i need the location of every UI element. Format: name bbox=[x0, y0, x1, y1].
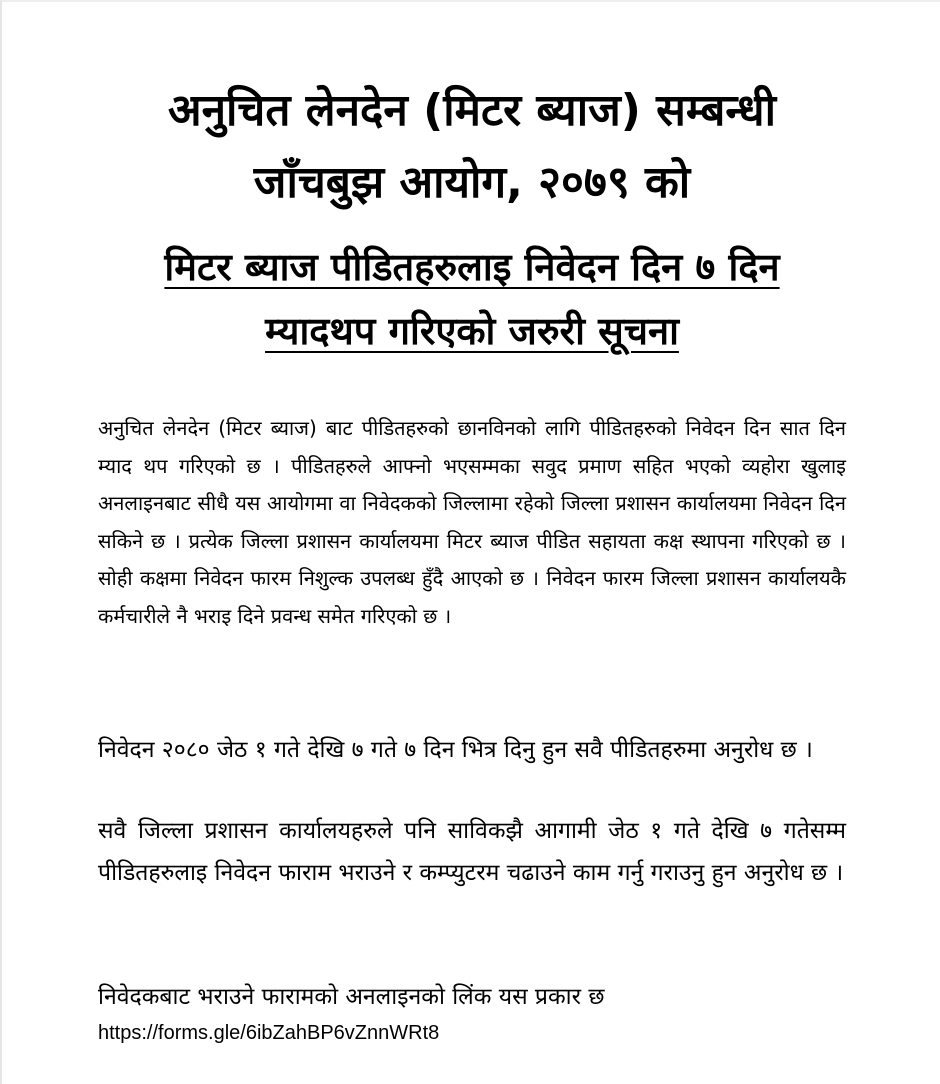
online-form-link[interactable]: https://forms.gle/6ibZahBP6vZnnWRt8 bbox=[98, 1022, 440, 1044]
notice-subtitle-line-2 bbox=[62, 310, 882, 354]
body-paragraph-3: सवै जिल्ला प्रशासन कार्यालयहरुले पनि साविकझै आगामी जेठ १ गते देखि ७ गतेसम्म पीडितहरुलाइ निवेदन फाराम भराउने र कम्प्युटरम चढाउने काम गर्नु गराउनु हुन अनुरोध छ । bbox=[98, 818, 846, 886]
notice-subtitle-line-1 bbox=[62, 246, 882, 290]
notice-title-line-1: अनुचित लेनदेन (मिटर ब्याज) सम्बन्धी bbox=[168, 85, 776, 136]
body-paragraph-1: अनुचित लेनदेन (मिटर ब्याज) बाट पीडितहरुको छानविनको लागि पीडितहरुको निवेदन दिन सात दिन म्याद थप गरिएको छ । पीडितहरुले आफ्नो भएसम्मका सवुद प्रमाण सहित भएको व्यहोरा खुलाइ अनलाइनबाट सीधै यस आयोगमा वा निवेदकको जिल्लामा रहेको जिल्ला प्रशासन कार्यालयमा निवेदन दिन सकिने छ । प्रत्येक जिल्ला प्रशासन कार्यालयमा मिटर ब्याज पीडित सहायता कक्ष स्थापना गरिएको छ । सोही कक्षमा निवेदन फारम निशुल्क उपलब्ध हुँदै आएको छ । निवेदन फारम जिल्ला प्रशासन कार्यालयकै कर्मचारीले नै भराइ दिने प्रवन्ध समेत गरिएको छ । bbox=[98, 416, 846, 628]
link-intro-text: निवेदकबाट भराउने फारामको अनलाइनको लिंक यस प्रकार छ bbox=[98, 984, 605, 1010]
subtitle-line-2-text: म्यादथप गरिएको जरुरी सूचना bbox=[265, 309, 679, 353]
subtitle-line-1-text: मिटर ब्याज पीडितहरुलाइ निवेदन दिन ७ दिन bbox=[164, 245, 780, 289]
notice-title-line-2: जाँचबुझ आयोग, २०७९ को bbox=[253, 157, 691, 208]
body-paragraph-2: निवेदन २०८० जेठ १ गते देखि ७ गते ७ दिन भित्र दिनु हुन सवै पीडितहरुमा अनुरोध छ । bbox=[98, 737, 813, 763]
